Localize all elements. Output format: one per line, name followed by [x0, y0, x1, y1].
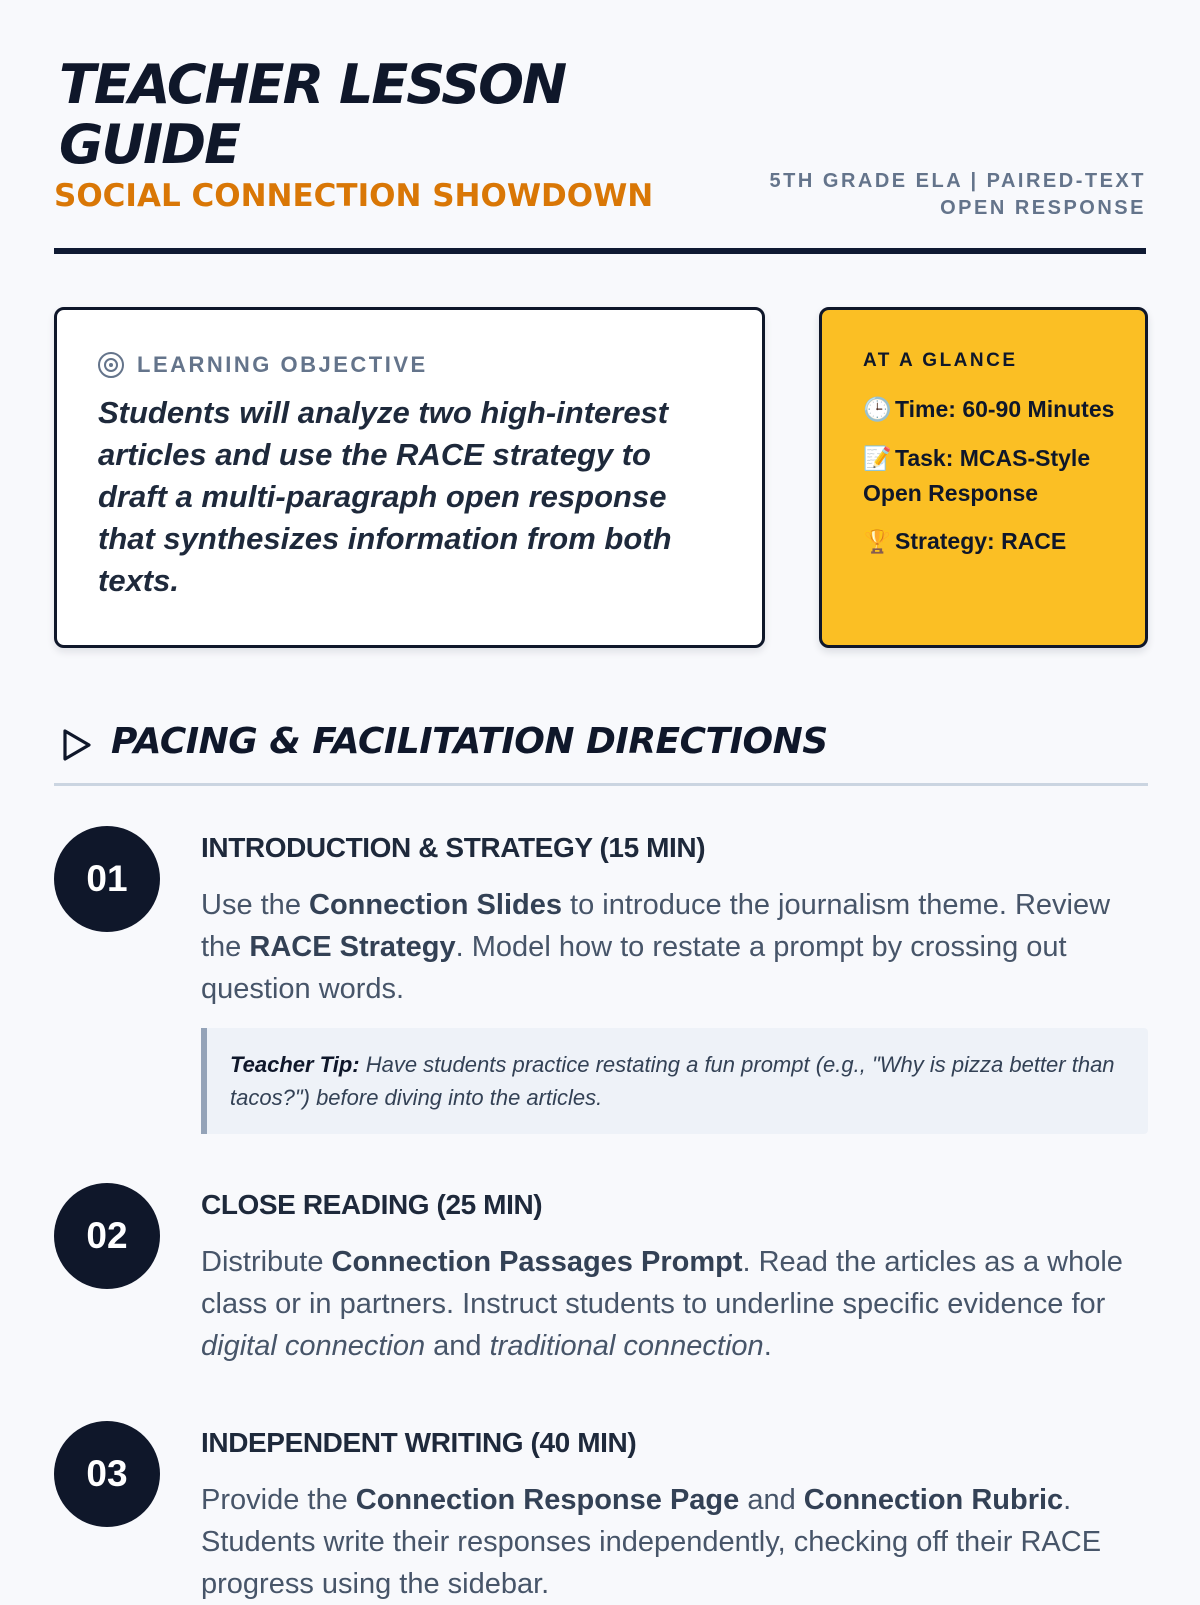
glance-item-label: Time: 60-90 Minutes: [895, 396, 1115, 422]
step-title: INDEPENDENT WRITING (40 MIN): [201, 1427, 637, 1458]
text-run: . Students write their responses independently, checking off their RACE progress using the sidebar.: [201, 1484, 1102, 1600]
at-a-glance-card: [819, 307, 1148, 648]
step-title: INTRODUCTION & STRATEGY (15 MIN): [201, 832, 706, 863]
emphasis-bold: RACE Strategy: [249, 931, 456, 963]
teacher-tip-text: Have students practice restating a fun prompt (e.g., "Why is pizza better than tacos?") before diving into the articles.: [230, 1052, 1115, 1110]
objective-label: LEARNING OBJECTIVE: [137, 352, 428, 377]
emphasis-bold: Connection Slides: [309, 889, 562, 921]
section-title: PACING & FACILITATION DIRECTIONS: [111, 721, 828, 762]
step-number-badge: 02: [54, 1183, 160, 1289]
glance-title: AT A GLANCE: [863, 350, 1018, 371]
glance-item-strategy: [863, 524, 1115, 559]
page-title: TEACHER LESSON GUIDE: [59, 53, 566, 176]
emphasis-bold: Connection Response Page: [355, 1484, 740, 1516]
glance-item-task: [863, 441, 1115, 510]
text-run: to introduce the journalism theme. Review the: [201, 889, 1111, 963]
target-icon: [98, 352, 124, 378]
step-text: [201, 884, 1148, 1010]
memo-icon: 📝: [863, 446, 892, 472]
text-run: Distribute: [201, 1246, 332, 1278]
trophy-icon: 🏆: [863, 529, 892, 555]
step-body: [201, 1187, 1148, 1367]
text-run: . Model how to restate a prompt by crossing out question words.: [201, 931, 1067, 1005]
clock-icon: 🕒: [863, 397, 892, 423]
step-body: [201, 1425, 1148, 1605]
play-icon: [59, 728, 93, 762]
text-run: and: [425, 1330, 490, 1362]
step-text: [201, 1479, 1148, 1605]
step-number-badge: 03: [54, 1421, 160, 1527]
page-subtitle: SOCIAL CONNECTION SHOWDOWN: [54, 178, 654, 214]
objective-text: Students will analyze two high-interest articles and use the RACE strategy to draft a multi-paragraph open response that synthesizes information from both texts.: [98, 395, 672, 598]
emphasis-bold: Connection Rubric: [803, 1484, 1064, 1516]
step-number-badge: 01: [54, 826, 160, 932]
learning-objective-card: [54, 307, 765, 648]
grade-meta: 5TH GRADE ELA | PAIRED-TEXT OPEN RESPONSE: [769, 170, 1146, 219]
text-run: Provide the: [201, 1484, 356, 1516]
teacher-tip-label: Teacher Tip:: [230, 1052, 360, 1077]
glance-item-label: Task: MCAS-Style Open Response: [863, 445, 1091, 506]
emphasis-bold: Connection Passages Prompt: [331, 1246, 743, 1278]
text-run: Use the: [201, 889, 309, 921]
teacher-tip: [201, 1028, 1148, 1134]
emphasis-italic: digital connection: [201, 1330, 426, 1362]
step-text: [201, 1241, 1148, 1367]
emphasis-italic: traditional connection: [489, 1330, 764, 1362]
step-title: CLOSE READING (25 MIN): [201, 1189, 543, 1220]
text-run: . Read the articles as a whole class or in partners. Instruct students to underline specific evidence for: [201, 1246, 1123, 1320]
page-header: [54, 0, 1146, 254]
text-run: .: [763, 1330, 772, 1362]
glance-item-label: Strategy: RACE: [895, 528, 1067, 554]
objective-label-row: [98, 350, 722, 380]
text-run: and: [739, 1484, 804, 1516]
pacing-section-heading: [54, 712, 1148, 786]
glance-item-time: [863, 392, 1115, 427]
step-body: [201, 830, 1148, 1134]
